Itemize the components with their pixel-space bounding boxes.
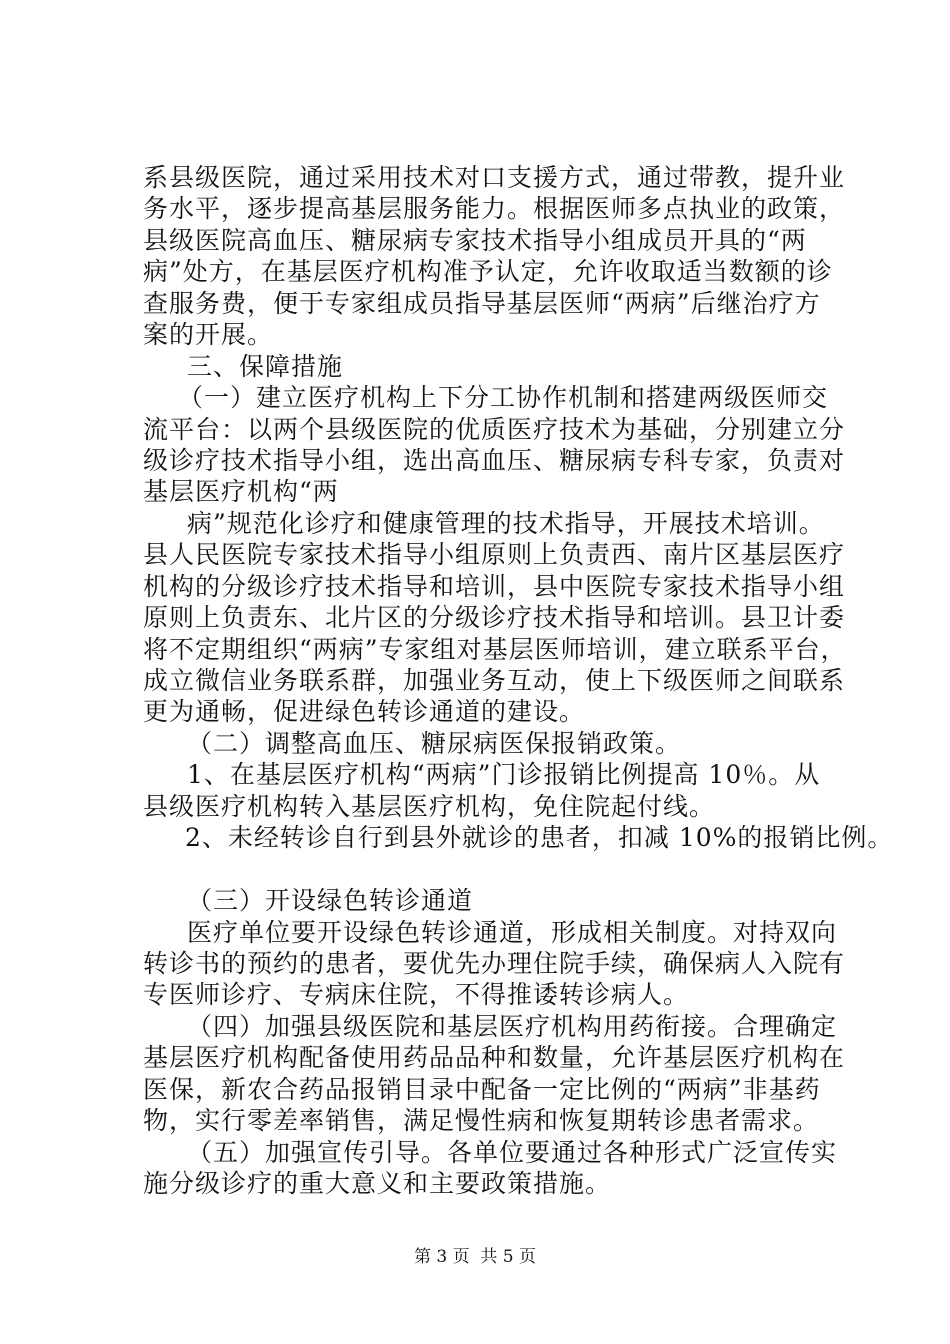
paragraph-line-16: 将不定期组织“两病”专家组对基层医师培训，建立联系平台， [143, 635, 847, 664]
paragraph-line-21: 县级医疗机构转入基层医疗机构，免住院起付线。 [143, 792, 716, 821]
paragraph-line-5: 查服务费，便于专家组成员指导基层医师“两病”后继治疗方 [143, 289, 821, 318]
paragraph-line-13: 县人民医院专家技术指导小组原则上负责西、南片区基层医疗 [143, 540, 846, 569]
paragraph-line-6: 案的开展。 [143, 320, 274, 349]
paragraph-line-10: 级诊疗技术指导小组，选出高血压、糖尿病专科专家，负责对 [143, 446, 846, 475]
paragraph-line-2: 务水平，逐步提高基层服务能力。根据医师多点执业的政策， [143, 194, 846, 223]
paragraph-line-1: 系县级医院，通过采用技术对口支援方式，通过带教，提升业 [143, 163, 846, 192]
page-footer [0, 1245, 950, 1269]
paragraph-line-25: 转诊书的预约的患者，要优先办理住院手续，确保病人入院有 [143, 949, 846, 978]
paragraph-line-11: 基层医疗机构“两 [143, 477, 339, 506]
paragraph-line-30: 物，实行零差率销售，满足慢性病和恢复期转诊患者需求。 [143, 1106, 820, 1135]
paragraph-line-28: 基层医疗机构配备使用药品品种和数量，允许基层医疗机构在 [143, 1043, 846, 1072]
paragraph-line-4: 病”处方，在基层医疗机构准予认定，允许收取适当数额的诊 [143, 257, 833, 286]
paragraph-line-29: 医保，新农合药品报销目录中配备一定比例的“两病”非基药 [143, 1075, 821, 1104]
paragraph-line-15: 原则上负责东、北片区的分级诊疗技术指导和培训。县卫计委 [143, 603, 846, 632]
paragraph-line-3: 县级医院高血压、糖尿病专家技术指导小组成员开具的“两 [143, 226, 807, 255]
paragraph-line-17: 成立微信业务联系群，加强业务互动，使上下级医师之间联系 [143, 666, 846, 695]
section-heading: 三、保障措施 [187, 352, 344, 381]
paragraph-line-27: （四）加强县级医院和基层医疗机构用药衔接。合理确定 [187, 1012, 838, 1041]
paragraph-line-9: 流平台：以两个县级医院的优质医疗技术为基础，分别建立分 [143, 415, 846, 444]
paragraph-line-23: （三）开设绿色转诊通道 [187, 886, 474, 915]
paragraph-line-18: 更为通畅，促进绿色转诊通道的建设。 [143, 697, 586, 726]
page-number-label: 第 3 页 共 5 页 [413, 1247, 537, 1267]
paragraph-line-8: （一）建立医疗机构上下分工协作机制和搭建两级医师交 [178, 383, 829, 412]
paragraph-line-20: 1、在基层医疗机构“两病”门诊报销比例提高 10％。从 [187, 760, 821, 789]
paragraph-line-19: （二）调整高血压、糖尿病医保报销政策。 [187, 729, 682, 758]
paragraph-line-26: 专医师诊疗、专病床住院，不得推诿转诊病人。 [143, 980, 690, 1009]
paragraph-line-24: 医疗单位要开设绿色转诊通道，形成相关制度。对持双向 [187, 918, 838, 947]
paragraph-line-14: 机构的分级诊疗技术指导和培训，县中医院专家技术指导小组 [143, 572, 846, 601]
paragraph-line-32: 施分级诊疗的重大意义和主要政策措施。 [143, 1169, 612, 1198]
paragraph-line-12: 病”规范化诊疗和健康管理的技术指导，开展技术培训。 [187, 509, 825, 538]
paragraph-line-22: 2、未经转诊自行到县外就诊的患者，扣减 10%的报销比例。 [185, 823, 894, 852]
paragraph-line-31: （五）加强宣传引导。各单位要通过各种形式广泛宣传实 [187, 1138, 838, 1167]
